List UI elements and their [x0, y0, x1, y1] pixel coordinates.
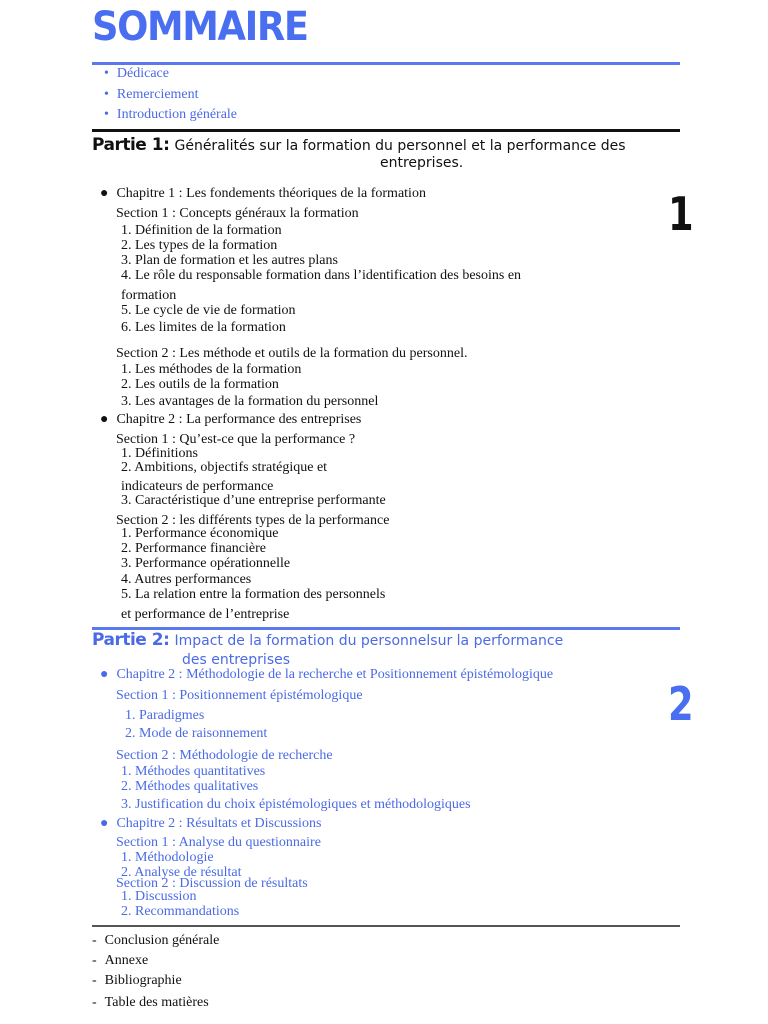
section-heading: Section 1 : Analyse du questionnaire [116, 835, 321, 850]
bullet-icon: • [104, 66, 109, 81]
list-item: 2. Les types de la formation [121, 238, 278, 253]
list-item: 4. Le rôle du responsable formation dans l’identification des besoins en [121, 268, 522, 283]
bullet-icon: - [92, 933, 97, 948]
part1-heading [92, 135, 626, 155]
section-heading: Section 2 : Les méthode et outils de la formation du personnel. [116, 346, 468, 361]
part1-label: Partie 1: [92, 135, 170, 155]
part1-number: 1 [668, 187, 694, 241]
list-item: 2. Mode de raisonnement [125, 726, 268, 741]
part1-divider [92, 129, 680, 132]
list-item: 3. Justification du choix épistémologiques et méthodologiques [121, 797, 471, 812]
list-item: 1. Discussion [121, 889, 197, 904]
chapter-heading: ● Chapitre 1 : Les fondements théoriques de la formation [100, 186, 426, 201]
list-item: 2. Ambitions, objectifs stratégique et [121, 460, 328, 475]
section-heading: Section 1 : Concepts généraux la formation [116, 206, 359, 221]
bullet-icon: - [92, 995, 97, 1010]
intro-item: • Introduction générale [104, 107, 238, 122]
bullet-icon: • [104, 87, 109, 102]
bullet-icon: • [104, 107, 109, 122]
list-item: 3. Plan de formation et les autres plans [121, 253, 338, 268]
section-heading: Section 2 : les différents types de la performance [116, 513, 390, 528]
part1-title-line1: Généralités sur la formation du personnel et la performance des [174, 138, 626, 154]
section-heading: Section 2 : Méthodologie de recherche [116, 748, 333, 763]
bullet-icon: ● [100, 816, 109, 831]
section-heading: Section 1 : Positionnement épistémologique [116, 688, 363, 703]
chapter-heading: ● Chapitre 2 : Méthodologie de la recherche et Positionnement épistémologique [100, 667, 554, 682]
title-divider [92, 62, 680, 65]
list-item: 1. Définitions [121, 446, 198, 461]
bullet-icon: ● [100, 186, 109, 201]
list-item: 3. Performance opérationnelle [121, 556, 291, 571]
list-item: 1. Paradigmes [125, 708, 205, 723]
list-item: indicateurs de performance [121, 479, 274, 494]
closing-item: - Annexe [92, 953, 149, 968]
list-item: 1. Méthodes quantitatives [121, 764, 266, 779]
list-item: 2. Performance financière [121, 541, 266, 556]
list-item: et performance de l’entreprise [121, 607, 290, 622]
list-item: 2. Analyse de résultat [121, 865, 242, 880]
chapter-heading: ● Chapitre 2 : La performance des entreprises [100, 412, 362, 427]
list-item: 5. Le cycle de vie de formation [121, 303, 296, 318]
closing-item: - Bibliographie [92, 973, 182, 988]
section-heading: Section 2 : Discussion de résultats [116, 876, 308, 891]
chapter-heading: ● Chapitre 2 : Résultats et Discussions [100, 816, 322, 831]
list-item: 1. Méthodologie [121, 850, 214, 865]
closing-divider [92, 925, 680, 927]
section-heading: Section 1 : Qu’est-ce que la performance ? [116, 432, 356, 447]
list-item: 6. Les limites de la formation [121, 320, 286, 335]
page-title: SOMMAIRE [92, 4, 308, 50]
part2-number: 2 [668, 677, 694, 731]
bullet-icon: - [92, 973, 97, 988]
part2-heading [92, 630, 563, 650]
list-item: 2. Les outils de la formation [121, 377, 279, 392]
closing-item: - Conclusion générale [92, 933, 220, 948]
part2-title-line2: des entreprises [182, 652, 291, 668]
list-item: formation [121, 288, 177, 303]
bullet-icon: - [92, 953, 97, 968]
part2-label: Partie 2: [92, 630, 170, 650]
part2-title-line1: Impact de la formation du personnelsur la performance [174, 633, 564, 649]
list-item: 1. Définition de la formation [121, 223, 282, 238]
intro-item: • Dédicace [104, 66, 169, 81]
list-item: 2. Méthodes qualitatives [121, 779, 259, 794]
part1-title-line2: entreprises. [380, 155, 464, 171]
intro-item: • Remerciement [104, 87, 199, 102]
list-item: 1. Performance économique [121, 526, 279, 541]
list-item: 2. Recommandations [121, 904, 240, 919]
list-item: 5. La relation entre la formation des personnels [121, 587, 386, 602]
list-item: 3. Caractéristique d’une entreprise performante [121, 493, 386, 508]
closing-item: - Table des matières [92, 995, 209, 1010]
bullet-icon: ● [100, 412, 109, 427]
list-item: 4. Autres performances [121, 572, 252, 587]
list-item: 3. Les avantages de la formation du personnel [121, 394, 379, 409]
list-item: 1. Les méthodes de la formation [121, 362, 302, 377]
bullet-icon: ● [100, 667, 109, 682]
